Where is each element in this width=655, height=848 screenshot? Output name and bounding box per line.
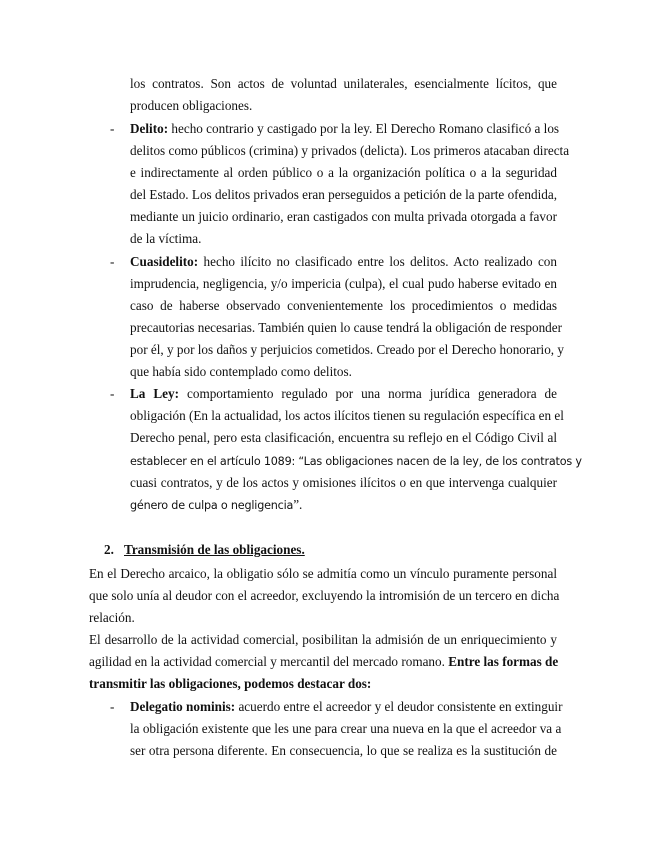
text-line: obligación (En la actualidad, los actos ilícitos tienen su regulación específica en el [130,408,564,423]
text-line [130,497,302,514]
text-line: la obligación existente que les une para crear una nueva en la que el acreedor va a [130,721,562,736]
text-line: los contratos. Son actos de voluntad unilaterales, esencialmente lícitos, que [130,76,557,91]
text-line: transmitir las obligaciones, podemos destacar dos: [89,676,372,691]
text-fragment: establecer en el artículo 1089: [130,455,299,468]
text-line: del Estado. Los delitos privados eran perseguidos a petición de la parte ofendida, [130,187,557,202]
term-cuasidelito: Cuasidelito: [130,254,199,269]
text-line: que había sido contemplado como delitos. [130,364,352,379]
text-line: producen obligaciones. [130,98,253,113]
text-line: de la víctima. [130,231,202,246]
text-line: En el Derecho arcaico, la obligatio sólo se admitía como un vínculo puramente personal [89,566,557,581]
bullet-dash: - [110,386,115,401]
section-title: Transmisión de las obligaciones. [124,542,305,557]
text-line: mediante un juicio ordinario, eran castigados con multa privada otorgada a favor [130,209,557,224]
text-line: Derecho penal, pero esta clasificación, encuentra su reflejo en el Código Civil al [130,430,557,445]
text-fragment: ”. [293,497,303,512]
term-delegatio-nominis: Delegatio nominis: [130,699,236,714]
text-fragment: hecho contrario y castigado por la ley. El Derecho Romano clasificó a los [168,121,560,136]
text-line: imprudencia, negligencia, y/o impericia (culpa), el cual pudo haberse evitado en [130,276,557,291]
list-item-la-ley [130,386,557,402]
bullet-dash: - [110,699,115,714]
text-line: e indirectamente al orden público o a la organización política o a la seguridad [130,165,557,180]
text-line: relación. [89,610,135,625]
term-la-ley: La Ley: [130,386,180,401]
text-fragment: comportamiento regulado por una norma jurídica generadora de [179,386,558,401]
text-line: delitos como públicos (crimina) y privados (delicta). Los primeros atacaban directa [130,143,570,158]
text-line: El desarrollo de la actividad comercial, posibilitan la admisión de un enriquecimiento y [89,632,557,647]
section-heading [104,542,305,558]
list-item-cuasidelito [130,254,557,270]
text-line: cuasi contratos, y de los actos y omisiones ilícitos o en que intervenga cualquier [130,475,557,490]
list-item-delegatio-nominis [130,699,563,715]
text-line: que solo unía al deudor con el acreedor, excluyendo la intromisión de un tercero en dicha [89,588,560,603]
bold-fragment: Entre las formas de [448,654,559,669]
text-line: caso de haberse observado convenientemente los procedimientos o medidas [130,298,557,313]
text-line [130,453,582,470]
quote-fragment: “Las obligaciones nacen de la ley, de los contratos y [298,455,582,468]
text-fragment: agilidad en la actividad comercial y mercantil del mercado romano. [89,654,449,669]
text-line: ser otra persona diferente. En consecuencia, lo que se realiza es la sustitución de [130,743,557,758]
bullet-dash: - [110,254,115,269]
text-line: por él, y por los daños y perjuicios cometidos. Creado por el Derecho honorario, y [130,342,564,357]
text-fragment: acuerdo entre el acreedor y el deudor consistente en extinguir [235,699,563,714]
section-number: 2. [104,542,114,557]
list-item-delito [130,121,560,137]
bullet-dash: - [110,121,115,136]
text-line [89,654,557,670]
text-line: precautorias necesarias. También quien lo cause tendrá la obligación de responder [130,320,563,335]
quote-fragment: género de culpa o negligencia [130,499,294,512]
text-fragment: hecho ilícito no clasificado entre los delitos. Acto realizado con [198,254,557,269]
term-delito: Delito: [130,121,169,136]
